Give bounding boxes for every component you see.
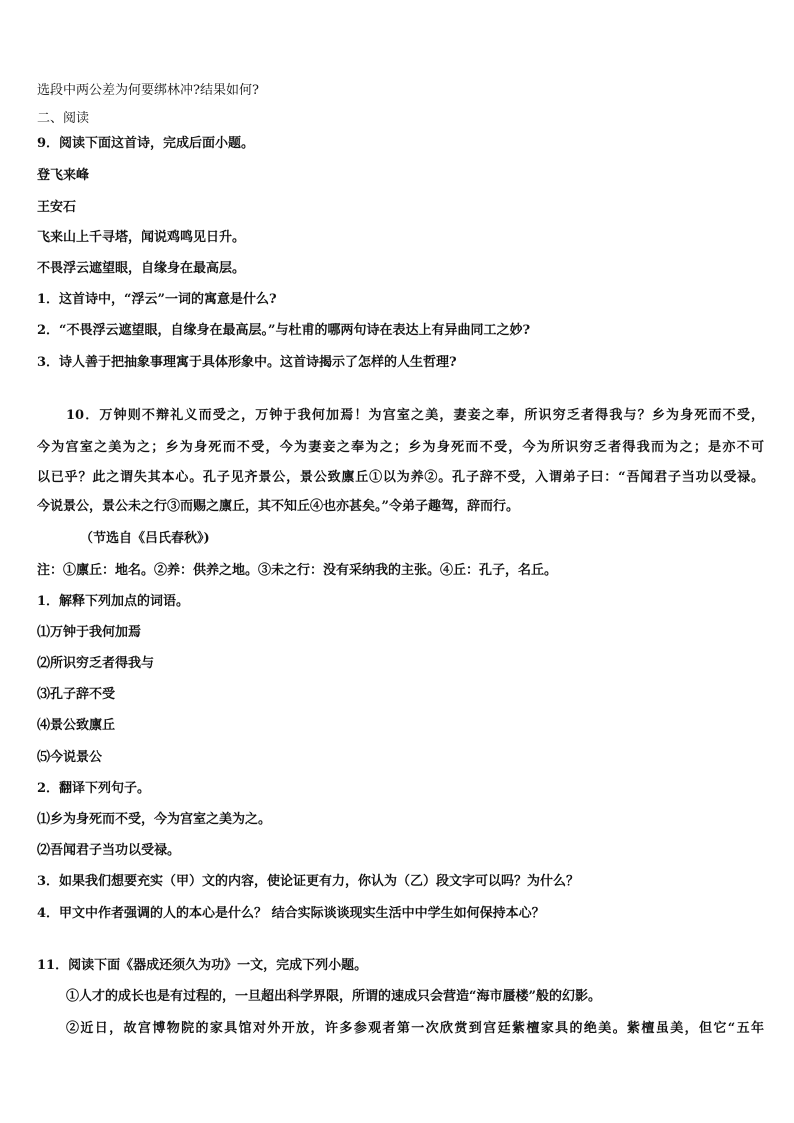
q9-subquestion-3: 3．诗人善于把抽象事理寓于具体形象中。这首诗揭示了怎样的人生哲理? [37, 355, 457, 370]
q10-notes: 注：①廪丘：地名。②养：供养之地。③未之行：没有采纳我的主张。④丘：孔子，名丘。 [37, 563, 558, 578]
q10-subquestion-2: 2．翻译下列句子。 [37, 781, 151, 796]
q10-1-item-1: ⑴万钟于我何加焉 [37, 625, 142, 640]
poem-line-1: 飞来山上千寻塔，闻说鸡鸣见日升。 [37, 230, 246, 245]
q9-header: 9．阅读下面这首诗，完成后面小题。 [37, 136, 255, 151]
q11-header: 11．阅读下面《器成还须久为功》一文，完成下列小题。 [37, 958, 368, 973]
q11-paragraph-2: ②近日，故宫博物院的家具馆对外开放，许多参观者第一次欣赏到宫廷紫檀家具的绝美。紫檀虽美，但它“五年 [66, 1021, 764, 1036]
q10-passage-line-3: 以已乎？此之谓失其本心。孔子见齐景公，景公致廪丘①以为养②。孔子辞不受，入谓弟子曰：“吾闻君子当功以受禄。 [37, 470, 764, 485]
q10-subquestion-4: 4．甲文中作者强调的人的本心是什么？ 结合实际谈谈现实生活中中学生如何保持本心？ [37, 906, 545, 921]
q8-question-tail: 选段中两公差为何要绑林冲?结果如何? [37, 83, 259, 98]
q10-1-item-5: ⑸今说景公 [37, 750, 103, 765]
q10-passage-line-1: 10．万钟则不辩礼义而受之，万钟于我何加焉！为宫室之美，妻妾之奉，所识穷乏者得我与？乡为身死而不受， [66, 408, 764, 423]
q9-subquestion-2: 2．“不畏浮云遮望眼，自缘身在最高层。”与杜甫的哪两句诗在表达上有异曲同工之妙? [37, 323, 531, 338]
q10-source: （节选自《吕氏春秋》) [80, 531, 210, 546]
q10-1-item-2: ⑵所识穷乏者得我与 [37, 656, 155, 671]
q10-passage-line-2: 今为宫室之美为之；乡为身死而不受，今为妻妾之奉为之；乡为身死而不受，今为所识穷乏者得我而为之；是亦不可 [37, 440, 764, 455]
q9-subquestion-1: 1．这首诗中，“浮云”一词的寓意是什么? [37, 292, 277, 307]
q10-2-item-1: ⑴乡为身死而不受，今为宫室之美为之。 [37, 812, 272, 827]
q10-subquestion-3: 3．如果我们想要充实（甲）文的内容，使论证更有力，你认为（乙）段文字可以吗？为什么？ [37, 874, 580, 889]
q11-paragraph-1: ①人才的成长也是有过程的，一旦超出科学界限，所谓的速成只会营造“海市蜃楼”般的幻影。 [66, 989, 601, 1004]
poem-line-2: 不畏浮云遮望眼，自缘身在最高层。 [37, 261, 246, 276]
poem-author: 王安石 [37, 200, 77, 215]
q10-subquestion-1: 1．解释下列加点的词语。 [37, 594, 190, 609]
q10-1-item-4: ⑷景公致廪丘 [37, 718, 116, 733]
section-title: 二、阅读 [37, 111, 90, 126]
poem-title: 登飞来峰 [37, 168, 90, 183]
q10-2-item-2: ⑵吾闻君子当功以受禄。 [37, 843, 181, 858]
q10-1-item-3: ⑶孔子辞不受 [37, 687, 116, 702]
q10-passage-line-4: 今说景公，景公未之行③而赐之廪丘，其不知丘④也亦甚矣。”令弟子趣驾，辞而行。 [37, 499, 519, 514]
